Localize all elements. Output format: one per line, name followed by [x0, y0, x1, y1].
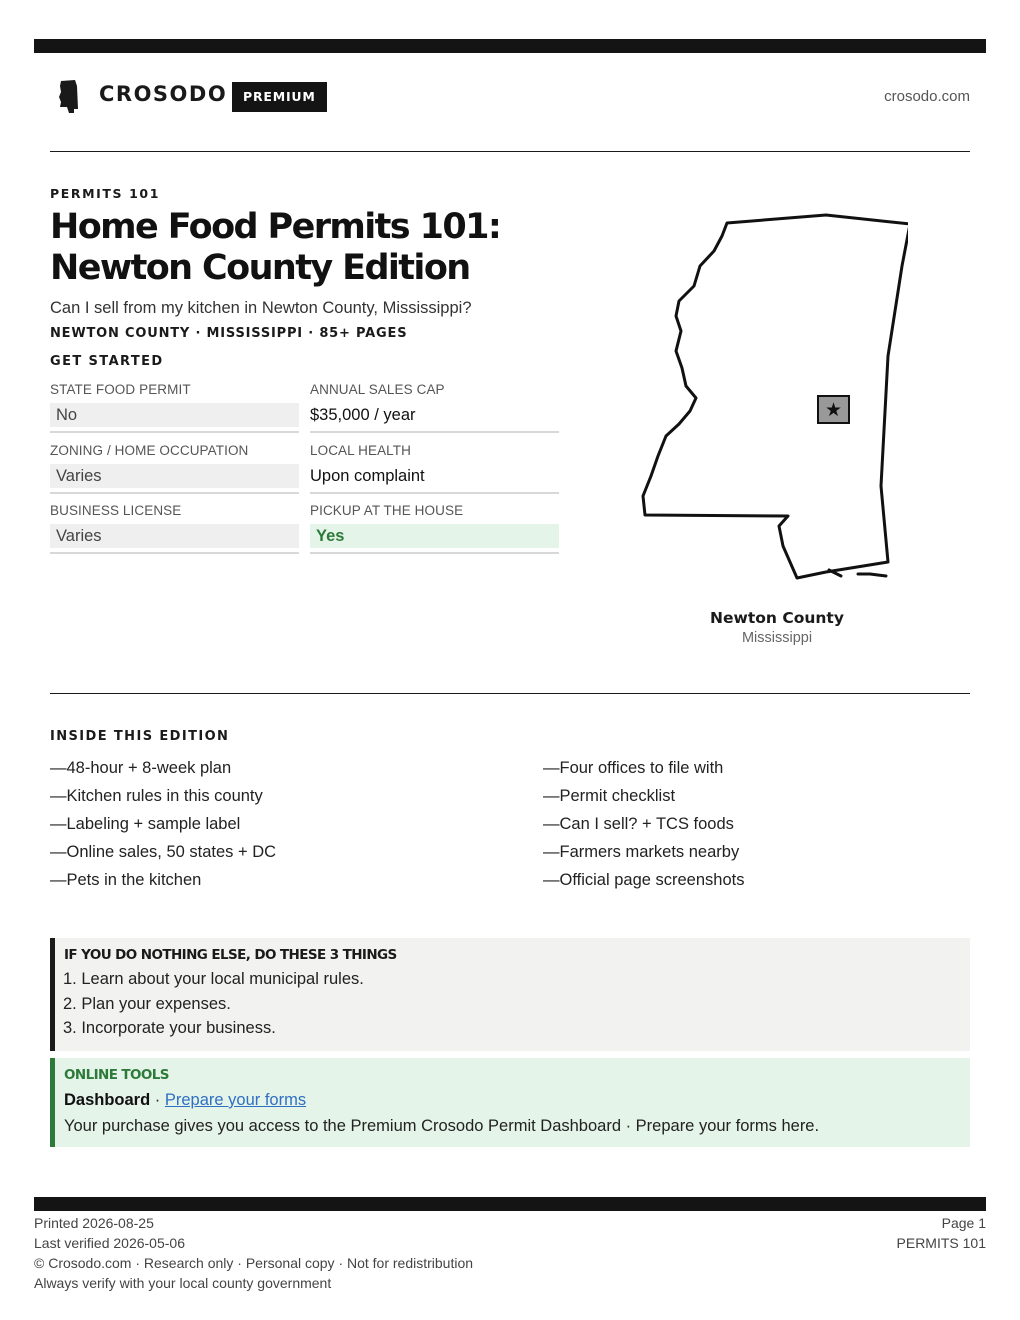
- list-item: —Official page screenshots: [543, 871, 745, 889]
- list-item: —48-hour + 8-week plan: [50, 759, 232, 777]
- list-item: —Can I sell? + TCS foods: [543, 815, 734, 833]
- premium-badge: PREMIUM: [232, 82, 327, 112]
- list-item: —Four offices to file with: [543, 759, 724, 777]
- page-title: Home Food Permits 101: Newton County Edition: [50, 207, 501, 288]
- kicker: PERMITS 101: [50, 186, 160, 201]
- callout-step: 3. Incorporate your business.: [63, 1019, 276, 1037]
- page-number: Page 1: [941, 1215, 986, 1231]
- brand-name: CROSODO: [99, 82, 228, 106]
- dashboard-label: Dashboard: [64, 1091, 151, 1109]
- fact-label: ANNUAL SALES CAP: [310, 382, 445, 397]
- tools-separator: ·: [150, 1091, 165, 1109]
- fact-label: STATE FOOD PERMIT: [50, 382, 191, 397]
- fact-label: ZONING / HOME OCCUPATION: [50, 443, 249, 458]
- fact-value: Varies: [50, 464, 299, 488]
- footer-left: [34, 1213, 473, 1293]
- inside-list-right: [543, 757, 963, 897]
- list-item: —Permit checklist: [543, 787, 676, 805]
- state-outline: [643, 215, 908, 578]
- list-item: —Kitchen rules in this county: [50, 787, 263, 805]
- fact-label: PICKUP AT THE HOUSE: [310, 503, 464, 518]
- masthead: [50, 76, 970, 120]
- fact-zoning: [50, 442, 299, 494]
- inside-heading: INSIDE THIS EDITION: [50, 729, 230, 744]
- star-icon: ★: [824, 399, 843, 421]
- header-divider: [50, 151, 970, 152]
- site-url[interactable]: crosodo.com: [884, 88, 970, 105]
- top-three-callout: [50, 938, 970, 1051]
- fact-value: Yes: [310, 524, 559, 548]
- fact-label: BUSINESS LICENSE: [50, 503, 182, 518]
- fact-local-health: [310, 442, 559, 494]
- fact-value: Upon complaint: [310, 467, 425, 485]
- verify-note: Always verify with your local county government: [34, 1275, 332, 1291]
- callout-heading: IF YOU DO NOTHING ELSE, DO THESE 3 THINGS: [64, 947, 397, 963]
- get-started-heading: GET STARTED: [50, 354, 164, 369]
- fact-value: No: [50, 403, 299, 427]
- footer-rule-bar: [34, 1197, 986, 1211]
- copyright: © Crosodo.com · Research only · Personal copy · Not for redistribution: [34, 1255, 474, 1271]
- callout-step: 1. Learn about your local municipal rules.: [63, 970, 364, 988]
- verified-date: Last verified 2026-05-06: [34, 1235, 185, 1251]
- tools-description: Your purchase gives you access to the Premium Crosodo Permit Dashboard · Prepare your forms here.: [64, 1117, 820, 1135]
- state-map: [636, 206, 908, 582]
- printed-date: Printed 2026-08-25: [34, 1215, 154, 1231]
- list-item: —Online sales, 50 states + DC: [50, 843, 277, 861]
- top-rule-bar: [34, 39, 986, 53]
- subtitle: Can I sell from my kitchen in Newton County, Mississippi?: [50, 299, 472, 317]
- footer-section: PERMITS 101: [896, 1235, 986, 1251]
- callout-step: 2. Plan your expenses.: [63, 995, 231, 1013]
- fact-business-license: [50, 502, 299, 554]
- fact-state-food-permit: [50, 381, 299, 433]
- fact-label: LOCAL HEALTH: [310, 443, 411, 458]
- footer-right: [897, 1213, 986, 1253]
- tools-line: [64, 1091, 306, 1110]
- inside-list-left: [50, 757, 470, 897]
- fact-value: Varies: [50, 524, 299, 548]
- map-caption-state: Mississippi: [741, 630, 813, 646]
- fact-annual-sales-cap: [310, 381, 559, 433]
- list-item: —Pets in the kitchen: [50, 871, 202, 889]
- edition-meta: NEWTON COUNTY · MISSISSIPPI · 85+ PAGES: [50, 326, 408, 341]
- fact-pickup: [310, 502, 559, 554]
- fact-value: $35,000 / year: [310, 406, 416, 424]
- section-divider: [50, 693, 970, 694]
- mississippi-state-icon: [58, 80, 82, 114]
- list-item: —Labeling + sample label: [50, 815, 241, 833]
- map-caption-county: Newton County: [710, 609, 844, 627]
- prepare-forms-link[interactable]: Prepare your forms: [164, 1091, 307, 1109]
- tools-heading: ONLINE TOOLS: [64, 1067, 169, 1083]
- list-item: —Farmers markets nearby: [543, 843, 740, 861]
- online-tools-callout: [50, 1058, 970, 1147]
